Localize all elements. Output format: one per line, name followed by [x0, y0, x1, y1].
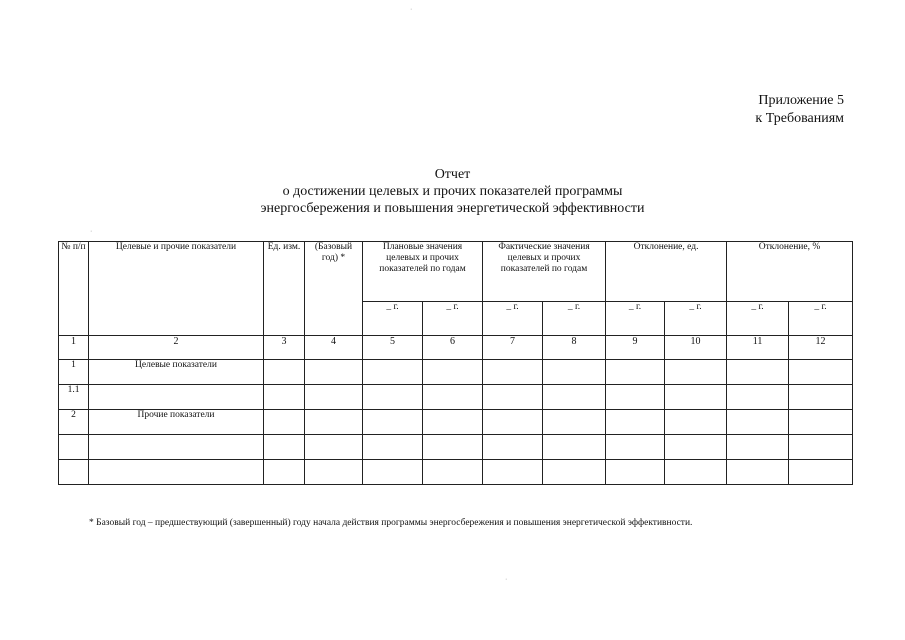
column-number: 11 [727, 336, 789, 360]
table-row [59, 385, 853, 410]
empty-cell [606, 460, 665, 485]
column-number: 5 [363, 336, 423, 360]
title-line-1: Отчет [434, 167, 471, 182]
empty-cell [363, 435, 423, 460]
empty-cell [305, 385, 363, 410]
empty-cell [543, 410, 606, 435]
empty-cell [305, 435, 363, 460]
header-row [59, 242, 853, 302]
appendix-reference: к Требованиям [755, 111, 844, 126]
header-num: № п/п [59, 242, 89, 336]
empty-cell [789, 410, 853, 435]
year-cell: _ г. [665, 302, 727, 336]
empty-cell [789, 435, 853, 460]
empty-cell [665, 460, 727, 485]
report-table [58, 241, 853, 485]
empty-cell [789, 460, 853, 485]
year-cell: _ г. [543, 302, 606, 336]
empty-cell [665, 385, 727, 410]
year-cell: _ г. [423, 302, 483, 336]
scan-speck: · [505, 576, 508, 583]
table-row [59, 460, 853, 485]
empty-cell [727, 410, 789, 435]
row-name [89, 385, 264, 410]
empty-cell [727, 435, 789, 460]
table-row [59, 410, 853, 435]
footnote: * Базовый год – предшествующий (завершенный) году начала действия программы энергосбережения и повышения энергетической эффективности. [89, 518, 693, 528]
column-number: 10 [665, 336, 727, 360]
empty-cell [789, 360, 853, 385]
row-name [89, 460, 264, 485]
year-cell: _ г. [727, 302, 789, 336]
column-number: 2 [89, 336, 264, 360]
empty-cell [727, 385, 789, 410]
empty-cell [483, 360, 543, 385]
empty-cell [423, 410, 483, 435]
scan-speck: · [90, 228, 93, 235]
empty-cell [543, 460, 606, 485]
empty-cell [264, 460, 305, 485]
row-number [59, 435, 89, 460]
empty-cell [483, 385, 543, 410]
header-unit: Ед. изм. [264, 242, 305, 336]
column-number: 7 [483, 336, 543, 360]
empty-cell [363, 385, 423, 410]
header-actual: Фактические значения целевых и прочих показателей по годам [483, 242, 606, 302]
empty-cell [363, 360, 423, 385]
column-number-row [59, 336, 853, 360]
header-deviation-percent: Отклонение, % [727, 242, 853, 302]
empty-cell [543, 385, 606, 410]
appendix-note [755, 92, 844, 128]
empty-cell [483, 460, 543, 485]
empty-cell [264, 410, 305, 435]
empty-cell [264, 360, 305, 385]
empty-cell [363, 410, 423, 435]
empty-cell [727, 460, 789, 485]
empty-cell [363, 460, 423, 485]
empty-cell [606, 385, 665, 410]
column-number: 1 [59, 336, 89, 360]
row-number: 1.1 [59, 385, 89, 410]
empty-cell [665, 410, 727, 435]
empty-cell [305, 460, 363, 485]
header-deviation-units: Отклонение, ед. [606, 242, 727, 302]
empty-cell [423, 360, 483, 385]
empty-cell [789, 385, 853, 410]
title-line-3: энергосбережения и повышения энергетической эффективности [260, 201, 645, 216]
row-number: 2 [59, 410, 89, 435]
scan-speck: · [410, 6, 413, 13]
row-name [89, 435, 264, 460]
empty-cell [305, 360, 363, 385]
column-number: 9 [606, 336, 665, 360]
year-cell: _ г. [789, 302, 853, 336]
empty-cell [727, 360, 789, 385]
header-planned: Плановые значения целевых и прочих показателей по годам [363, 242, 483, 302]
header-base-year: (Базовый год) * [305, 242, 363, 336]
year-cell: _ г. [363, 302, 423, 336]
empty-cell [483, 435, 543, 460]
empty-cell [423, 435, 483, 460]
table-row [59, 360, 853, 385]
appendix-number: Приложение 5 [758, 93, 844, 108]
column-number: 3 [264, 336, 305, 360]
empty-cell [483, 410, 543, 435]
report-title [0, 166, 905, 217]
empty-cell [665, 360, 727, 385]
title-line-2: о достижении целевых и прочих показателей программы [282, 184, 623, 199]
row-number [59, 460, 89, 485]
row-name: Целевые показатели [89, 360, 264, 385]
header-indicators: Целевые и прочие показатели [89, 242, 264, 336]
column-number: 12 [789, 336, 853, 360]
table-row [59, 435, 853, 460]
column-number: 4 [305, 336, 363, 360]
empty-cell [606, 360, 665, 385]
year-cell: _ г. [483, 302, 543, 336]
column-number: 6 [423, 336, 483, 360]
row-name: Прочие показатели [89, 410, 264, 435]
empty-cell [543, 435, 606, 460]
empty-cell [423, 385, 483, 410]
empty-cell [606, 435, 665, 460]
column-number: 8 [543, 336, 606, 360]
empty-cell [543, 360, 606, 385]
empty-cell [305, 410, 363, 435]
row-number: 1 [59, 360, 89, 385]
empty-cell [264, 385, 305, 410]
empty-cell [606, 410, 665, 435]
empty-cell [423, 460, 483, 485]
empty-cell [665, 435, 727, 460]
year-cell: _ г. [606, 302, 665, 336]
empty-cell [264, 435, 305, 460]
